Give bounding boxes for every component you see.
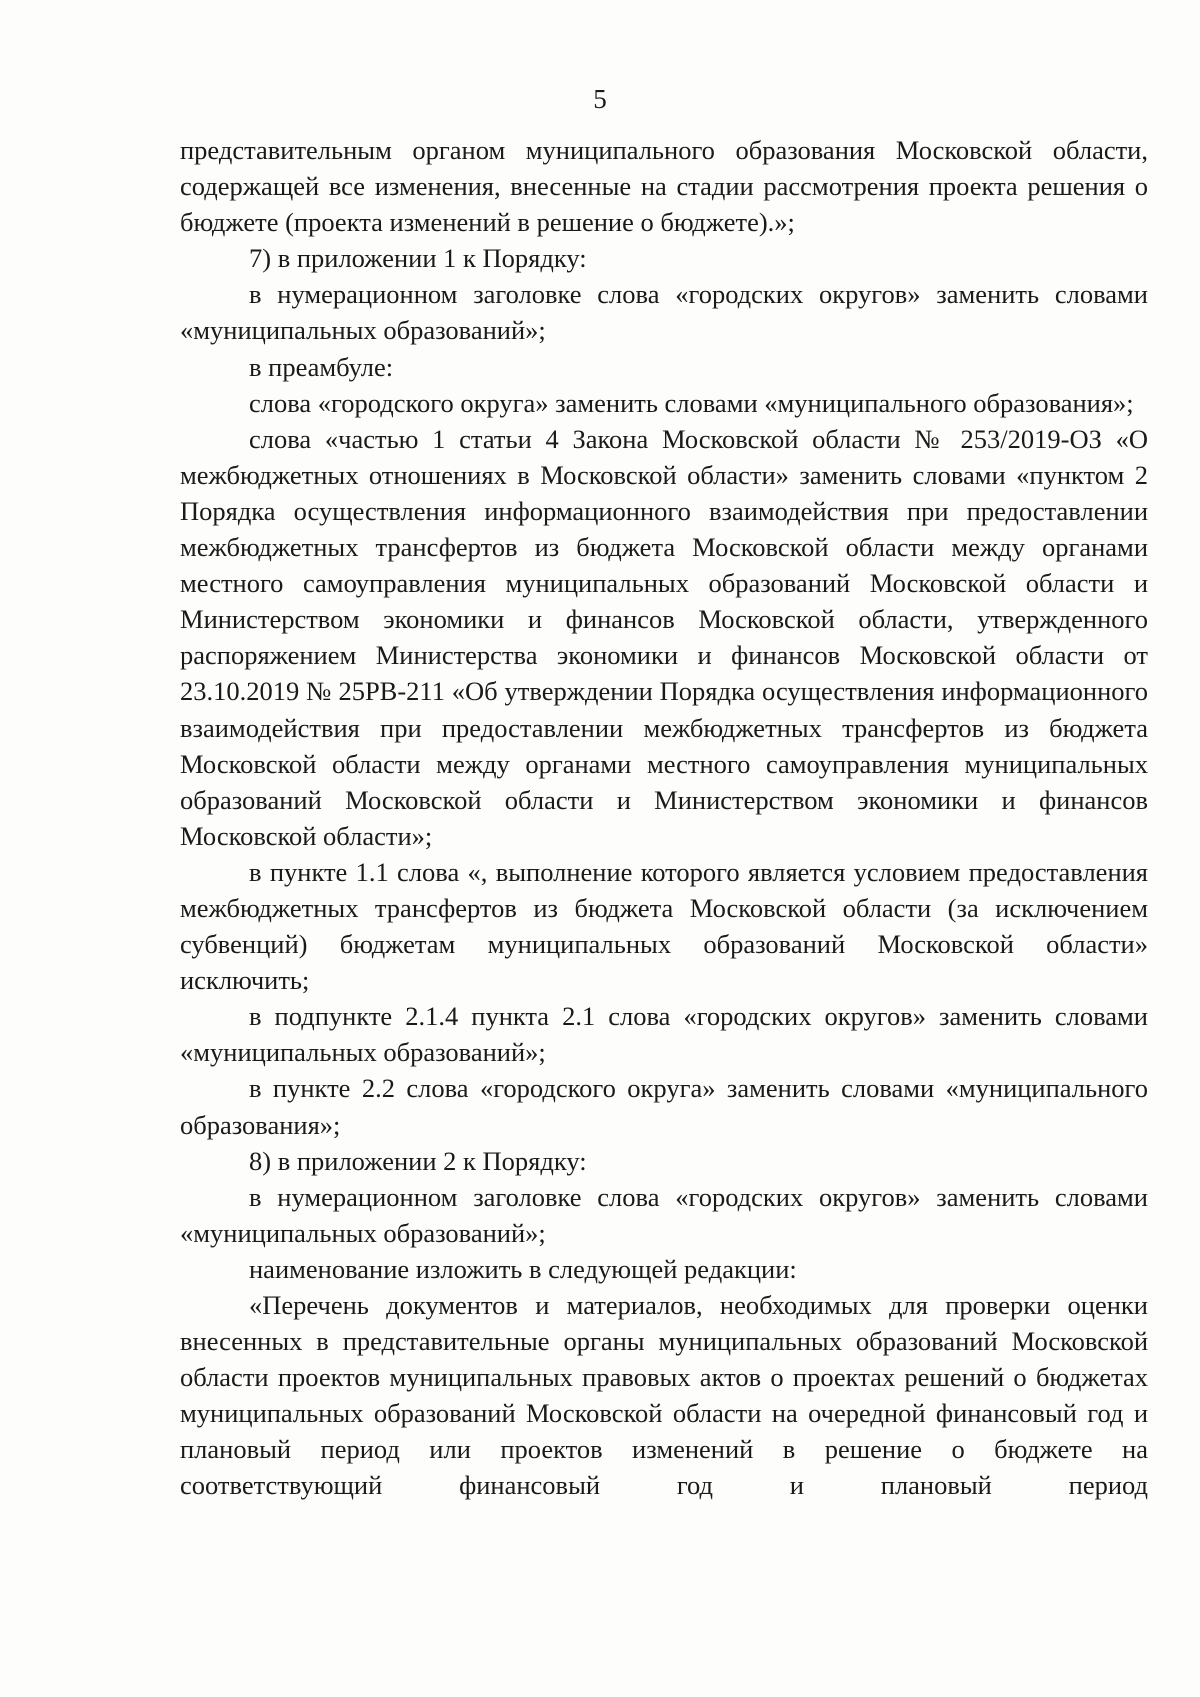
paragraph: в пункте 1.1 слова «, выполнение которого является условием предоставления межбюджетных трансфертов из бюджета Московской области (за исключением субвенций) бюджетам муниципальных образований Московской области» исключить; [180,856,1148,996]
paragraph: слова «частью 1 статьи 4 Закона Московской области № 253/2019-ОЗ «О межбюджетных отношениях в Московской области» заменить словами «пунктом 2 Порядка осуществления информационного взаимодействия при предоставлении межбюджетных трансфертов из бюджета Московской области между органами местного самоуправления муниципальных образований Московской области и Министерством экономики и финансов Московской области, утвержденного распоряжением Министерства экономики и финансов Московской области от 23.10.2019 № 25РВ-211 «Об утверждении Порядка осуществления информационного взаимодействия при предоставлении межбюджетных трансфертов из бюджета Московской области между органами местного самоуправления муниципальных образований Московской области и Министерством экономики и финансов Московской области»; [180,423,1148,851]
paragraph: в нумерационном заголовке слова «городских округов» заменить словами «муниципальных образований»; [180,1181,1148,1248]
paragraph-quoted-title: «Перечень документов и материалов, необходимых для проверки оценки внесенных в представительные органы муниципальных образований Московской области проектов муниципальных правовых актов о проектах решений о бюджетах муниципальных образований Московской области на очередной финансовый год и плановый период или проектов изменений в решение о бюджете на соответствующий финансовый год и плановый период [180,1290,1148,1501]
paragraph: слова «городского округа» заменить словами «муниципального образования»; [249,387,1134,418]
paragraph: наименование изложить в следующей редакции: [249,1253,797,1284]
paragraph: в нумерационном заголовке слова «городских округов» заменить словами «муниципальных образований»; [180,279,1148,346]
paragraph-continuation: представительным органом муниципального образования Московской области, содержащей все изменения, внесенные на стадии рассмотрения проекта решения о бюджете (проекта изменений в решение о бюджете).»; [180,135,1148,238]
page-number: 5 [593,84,607,114]
document-body [180,132,1148,1504]
paragraph-item-7: 7) в приложении 1 к Порядку: [249,243,587,274]
paragraph: в преамбуле: [249,351,394,382]
paragraph-item-8: 8) в приложении 2 к Порядку: [249,1145,587,1176]
paragraph: в пункте 2.2 слова «городского округа» заменить словами «муниципального образования»; [180,1073,1148,1140]
paragraph: в подпункте 2.1.4 пункта 2.1 слова «городских округов» заменить словами «муниципальных образований»; [180,1001,1148,1068]
